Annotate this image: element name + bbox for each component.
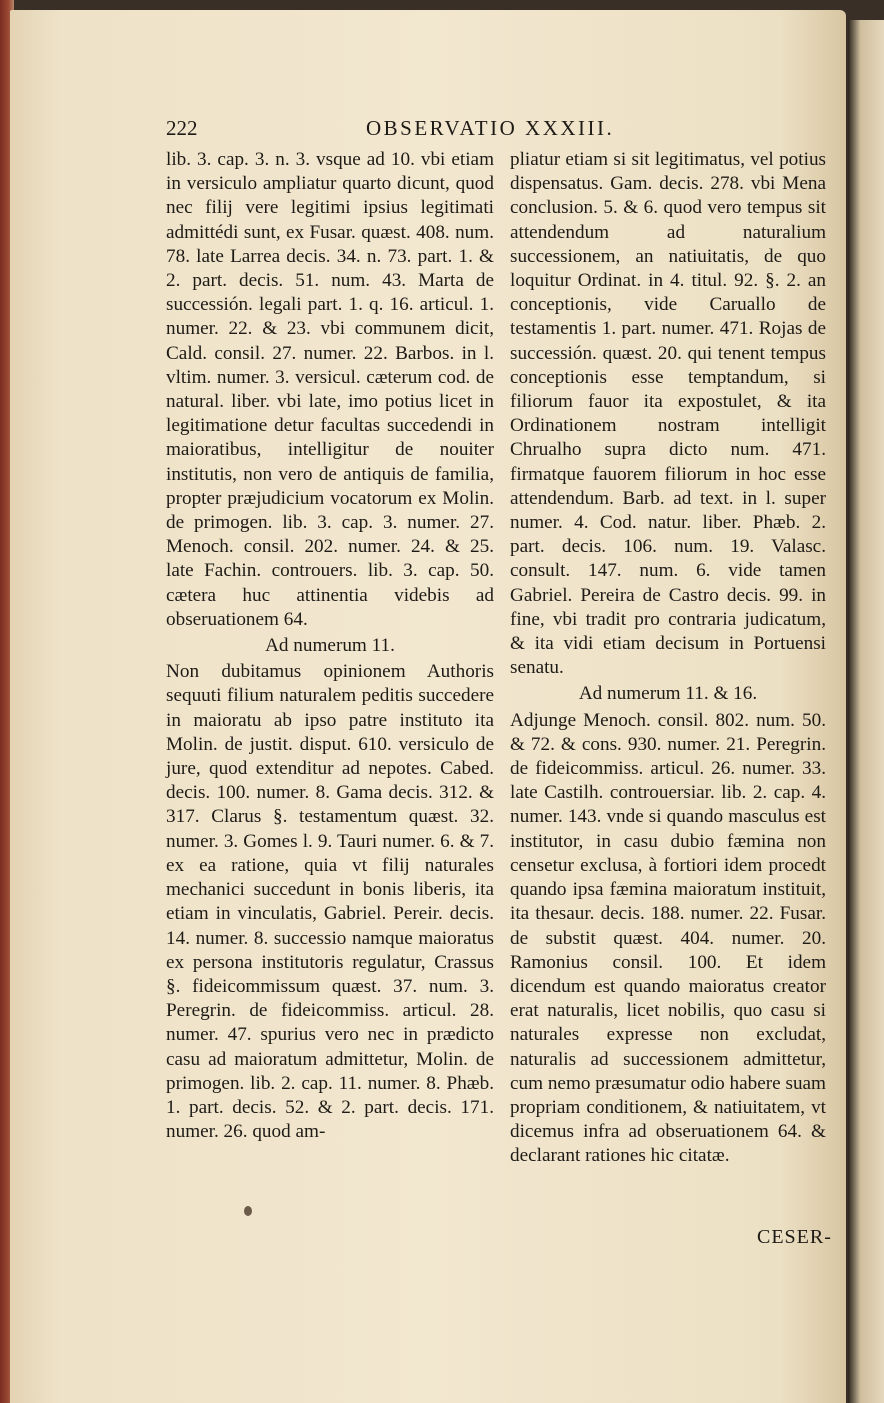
left-column [166, 148, 494, 1144]
catchword: CESER- [757, 1226, 832, 1248]
right-section-heading: Ad numerum 11. & 16. [578, 683, 758, 705]
left-section-heading: Ad numerum 11. [265, 635, 395, 657]
left-paragraph-2: Non dubitamus opinionem Authoris sequuti filium naturalem peditis succedere in maioratu ab ipso patre instituto ita Molin. de justit. disput. 610. versiculo de jure, quod extenditur ad nepotes. Cabed. decis. 100. numer. 8. Gama decis. 312. & 317. Clarus §. testamentum quæst. 32. numer. 3. Gomes l. 9. Tauri numer. 6. & 7. ex ea ratione, quia vt filij naturales mechanici succedunt in bonis liberis, ita etiam in vinculatis, Gabriel. Pereir. decis. 14. numer. 8. successio namque maioratus ex persona institutoris regulatur, Crassus §. fideicommissum quæst. 37. num. 3. Peregrin. de fideicommiss. articul. 28. numer. 47. spurius vero nec in prædicto casu ad maioratum admittetur, Molin. de primogen. lib. 2. cap. 11. numer. 8. Phæb. 1. part. decis. 52. & 2. part. decis. 171. numer. 26. quod am- [166, 661, 494, 1143]
ink-spot [244, 1206, 252, 1216]
page-number: 222 [166, 116, 198, 140]
page-header [166, 116, 826, 146]
right-paragraph-1: pliatur etiam si sit legitimatus, vel potius dispensatus. Gam. decis. 278. vbi Mena conclusion. 5. & 6. quod vero tempus sit attendendum ad naturalium successionem, an natiuitatis, de quo loquitur Ordinat. in 4. titul. 92. §. 2. an conceptionis, vide Caruallo de testamentis 1. part. numer. 471. Rojas de successión. quæst. 20. qui tenent tempus conceptionis esse temptandum, si filiorum fauor ita expostulet, & ita Ordinationem nostram intelligit Chrualho supra dicto num. 471. firmatque fauorem filiorum in hoc esse attendendum. Barb. ad text. in l. super numer. 4. Cod. natur. liber. Phæb. 2. part. decis. 106. num. 19. Valasc. consult. 147. num. 6. vide tamen Gabriel. Pereira de Castro decis. 99. in fine, vbi tradit pro contraria judicatum, & ita vidi etiam decisum in Portuensi senatu. [510, 149, 826, 679]
right-paragraph-2: Adjunge Menoch. consil. 802. num. 50. & 72. & cons. 930. numer. 21. Peregrin. de fideicommiss. articul. 26. numer. 33. late Castilh. controuersiar. lib. 2. cap. 4. numer. 143. vnde si quando masculus est institutor, in casu dubio fæmina non censetur exclusa, à fortiori idem procedt quando ipsa fæmina maioratum instituit, ita thesaur. decis. 188. numer. 22. Fusar. de substit quæst. 404. numer. 20. Ramonius consil. 100. Et idem dicendum est quando maioratus creator erat naturalis, licet nobilis, quo casu si naturales expresse non excludat, naturalis ad successionem admittetur, cum nemo præsumatur odio habere suam propriam conditionem, & natiuitatem, vt dicemus infra ad obseruationem 64. & declarant rationes hic citatæ. [510, 709, 826, 1167]
running-title: OBSERVATIO XXXIII. [366, 116, 615, 140]
right-column [510, 148, 826, 1169]
facing-page-edge [848, 20, 884, 1403]
left-paragraph-1: lib. 3. cap. 3. n. 3. vsque ad 10. vbi etiam in versiculo ampliatur quarto dicunt, quod nec filij vere legitimi ipsius legitimati admittédi sunt, ex Fusar. quæst. 408. num. 78. late Larrea decis. 34. n. 73. part. 1. & 2. part. decis. 51. num. 43. Marta de successión. legali part. 1. q. 16. articul. 1. numer. 22. & 23. vbi communem dicit, Cald. consil. 27. numer. 22. Barbos. in l. vltim. numer. 3. versicul. cæterum cod. de natural. liber. vbi late, imo potius licet in legitimatione detur facultas succedendi in maioratibus, intelligitur de nouiter institutis, non vero de antiquis de familia, propter præjudicium vocatorum ex Molin. de primogen. lib. 3. cap. 3. numer. 27. Menoch. consil. 202. numer. 24. & 25. late Fachin. controuers. lib. 3. cap. 50. cætera huc attinentia videbis ad obseruationem 64. [166, 149, 494, 630]
